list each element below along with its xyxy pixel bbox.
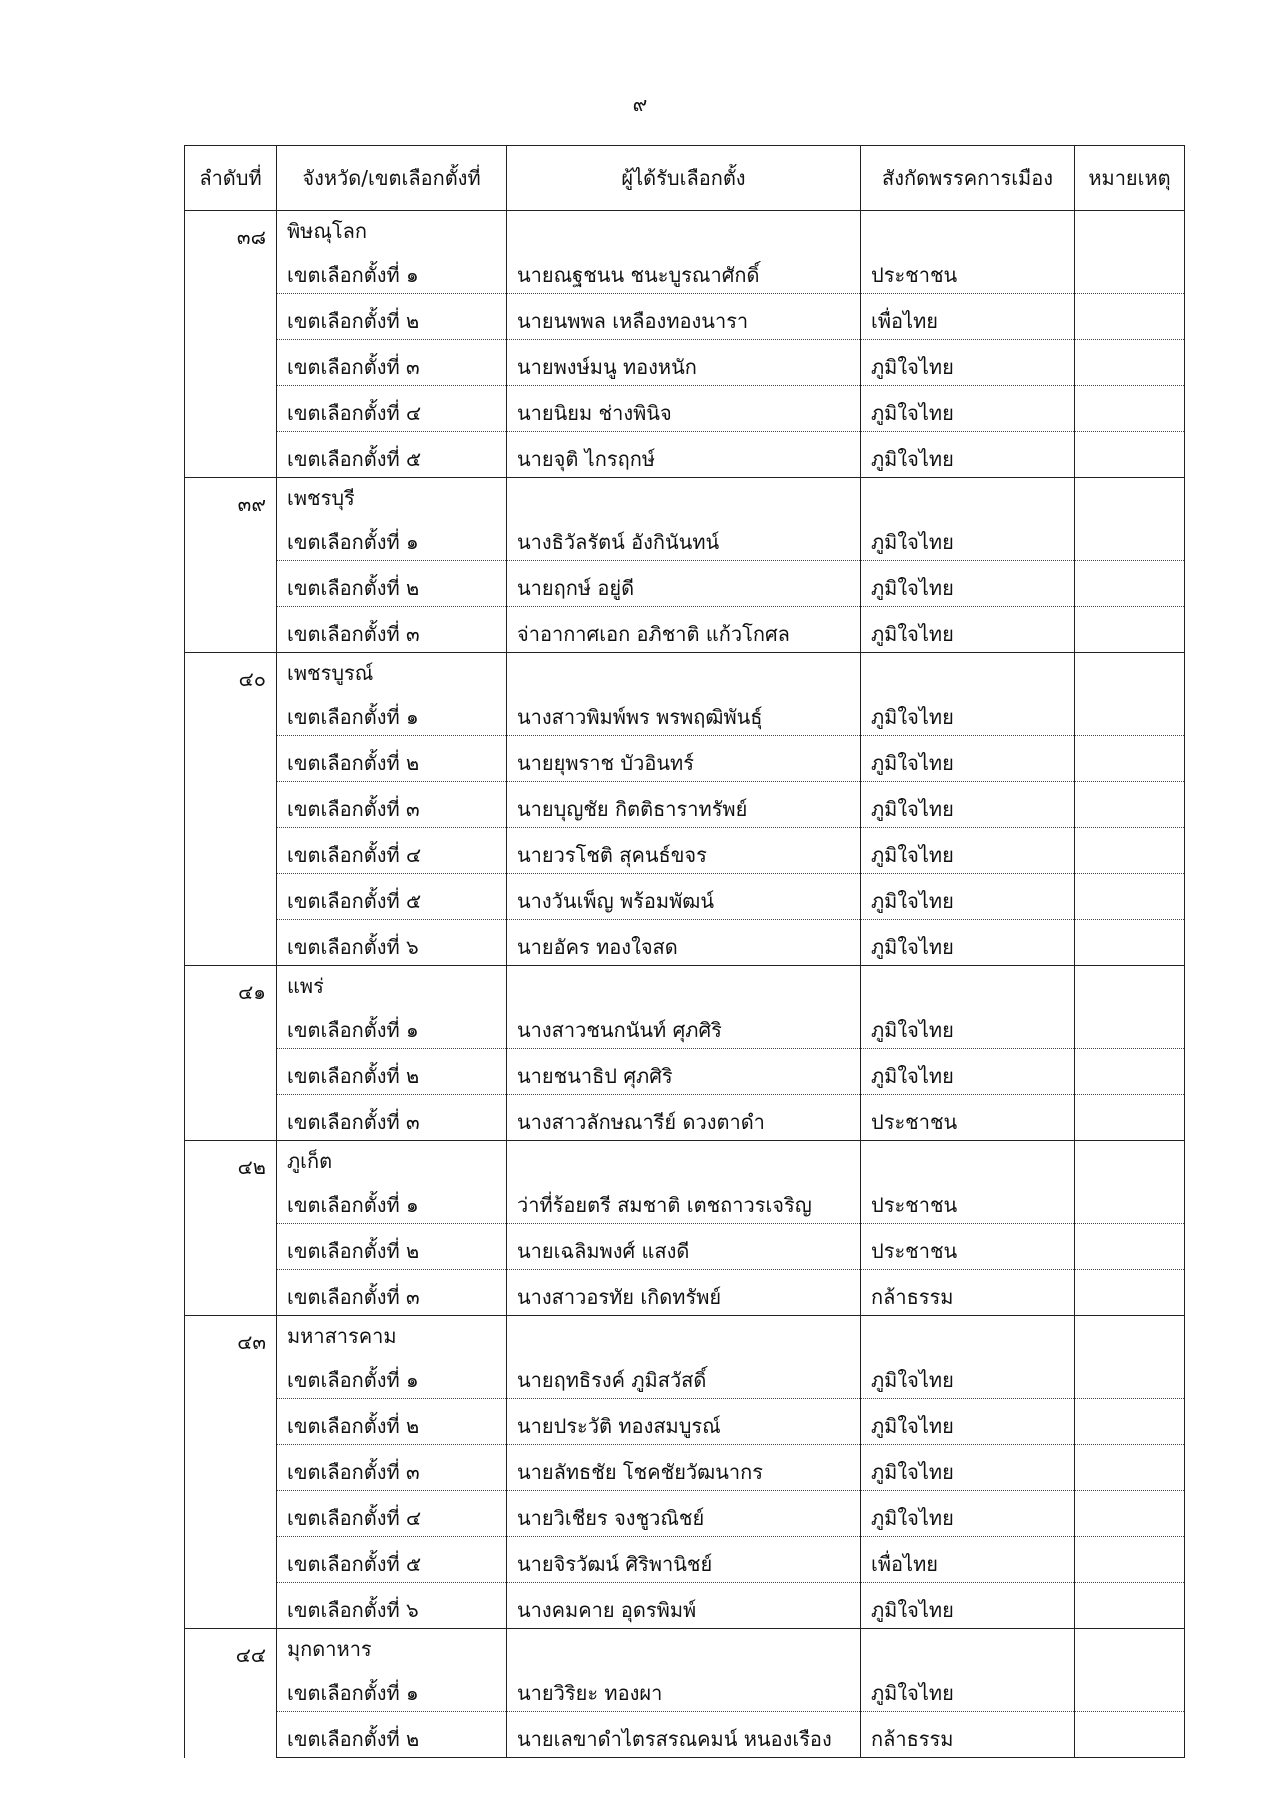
province-number <box>185 1141 277 1316</box>
province-name-blank <box>507 211 861 249</box>
province-name: แพร่ <box>277 966 507 1004</box>
province-row <box>185 211 1185 249</box>
table-row <box>185 248 1185 294</box>
note-cell <box>1075 248 1185 294</box>
province-number-text: ๔๒ <box>237 1155 266 1179</box>
table-row <box>185 432 1185 478</box>
party-cell: ภูมิใจไทย <box>861 920 1075 966</box>
province-note-blank <box>1075 966 1185 1004</box>
province-note-blank <box>1075 211 1185 249</box>
header-no: ลำดับที่ <box>185 146 277 211</box>
province-party-blank <box>861 478 1075 516</box>
winner-name-cell: ว่าที่ร้อยตรี สมชาติ เตชถาวรเจริญ <box>507 1178 861 1224</box>
province-note-blank <box>1075 1141 1185 1179</box>
province-note-blank <box>1075 478 1185 516</box>
winner-name-cell: นายวิเชียร จงชูวณิชย์ <box>507 1491 861 1537</box>
table-row <box>185 1666 1185 1712</box>
winner-name-cell: นายจิรวัฒน์ ศิริพานิชย์ <box>507 1537 861 1583</box>
province-name: มหาสารคาม <box>277 1316 507 1354</box>
note-cell <box>1075 1178 1185 1224</box>
winner-name-cell: จ่าอากาศเอก อภิชาติ แก้วโกศล <box>507 607 861 653</box>
note-cell <box>1075 1095 1185 1141</box>
party-cell: ภูมิใจไทย <box>861 1049 1075 1095</box>
district-cell: เขตเลือกตั้งที่ ๒ <box>277 561 507 607</box>
province-name-blank <box>507 1629 861 1667</box>
note-cell <box>1075 874 1185 920</box>
province-number <box>185 966 277 1141</box>
note-cell <box>1075 828 1185 874</box>
note-cell <box>1075 1537 1185 1583</box>
district-cell: เขตเลือกตั้งที่ ๖ <box>277 1583 507 1629</box>
table-row <box>185 920 1185 966</box>
table-row <box>185 607 1185 653</box>
party-cell: ภูมิใจไทย <box>861 874 1075 920</box>
note-cell <box>1075 920 1185 966</box>
province-number-text: ๓๘ <box>236 225 266 249</box>
district-cell: เขตเลือกตั้งที่ ๒ <box>277 1399 507 1445</box>
note-cell <box>1075 1353 1185 1399</box>
note-cell <box>1075 1270 1185 1316</box>
winner-name-cell: นายณฐชนน ชนะบูรณาศักดิ์ <box>507 248 861 294</box>
table-row <box>185 1445 1185 1491</box>
party-cell: เพื่อไทย <box>861 1537 1075 1583</box>
note-cell <box>1075 1224 1185 1270</box>
winner-name-cell: นายวรโชติ สุคนธ์ขจร <box>507 828 861 874</box>
party-cell: ภูมิใจไทย <box>861 340 1075 386</box>
province-name: พิษณุโลก <box>277 211 507 249</box>
party-cell: กล้าธรรม <box>861 1712 1075 1758</box>
party-cell: เพื่อไทย <box>861 294 1075 340</box>
note-cell <box>1075 1003 1185 1049</box>
table-row <box>185 1353 1185 1399</box>
district-cell: เขตเลือกตั้งที่ ๔ <box>277 828 507 874</box>
note-cell <box>1075 1491 1185 1537</box>
table-row <box>185 1049 1185 1095</box>
district-cell: เขตเลือกตั้งที่ ๑ <box>277 248 507 294</box>
winner-name-cell: นายฤทธิรงค์ ภูมิสวัสดิ์ <box>507 1353 861 1399</box>
party-cell: ภูมิใจไทย <box>861 1003 1075 1049</box>
province-note-blank <box>1075 1629 1185 1667</box>
header-note: หมายเหตุ <box>1075 146 1185 211</box>
province-name-blank <box>507 653 861 691</box>
party-cell: ภูมิใจไทย <box>861 386 1075 432</box>
district-cell: เขตเลือกตั้งที่ ๖ <box>277 920 507 966</box>
district-cell: เขตเลือกตั้งที่ ๓ <box>277 1445 507 1491</box>
winner-name-cell: นายชนาธิป ศุภศิริ <box>507 1049 861 1095</box>
province-name: เพชรบูรณ์ <box>277 653 507 691</box>
winner-name-cell: นางสาวชนกนันท์ ศุภศิริ <box>507 1003 861 1049</box>
winner-name-cell: นายเลขาดำไตรสรณคมน์ หนองเรือง <box>507 1712 861 1758</box>
note-cell <box>1075 561 1185 607</box>
winner-name-cell: นายจุติ ไกรฤกษ์ <box>507 432 861 478</box>
district-cell: เขตเลือกตั้งที่ ๓ <box>277 1095 507 1141</box>
district-cell: เขตเลือกตั้งที่ ๑ <box>277 1353 507 1399</box>
party-cell: ภูมิใจไทย <box>861 1399 1075 1445</box>
header-party: สังกัดพรรคการเมือง <box>861 146 1075 211</box>
party-cell: ภูมิใจไทย <box>861 1445 1075 1491</box>
province-number <box>185 1629 277 1758</box>
winner-name-cell: นายอัคร ทองใจสด <box>507 920 861 966</box>
winner-name-cell: นายลัทธชัย โชคชัยวัฒนากร <box>507 1445 861 1491</box>
table-row <box>185 1399 1185 1445</box>
province-name: เพชรบุรี <box>277 478 507 516</box>
district-cell: เขตเลือกตั้งที่ ๒ <box>277 294 507 340</box>
district-cell: เขตเลือกตั้งที่ ๓ <box>277 607 507 653</box>
note-cell <box>1075 1049 1185 1095</box>
party-cell: ประชาชน <box>861 1224 1075 1270</box>
note-cell <box>1075 782 1185 828</box>
province-name-blank <box>507 1316 861 1354</box>
party-cell: ภูมิใจไทย <box>861 1666 1075 1712</box>
winner-name-cell: นางสาวอรทัย เกิดทรัพย์ <box>507 1270 861 1316</box>
district-cell: เขตเลือกตั้งที่ ๕ <box>277 874 507 920</box>
party-cell: ภูมิใจไทย <box>861 561 1075 607</box>
district-cell: เขตเลือกตั้งที่ ๓ <box>277 340 507 386</box>
table-row <box>185 1270 1185 1316</box>
table-row <box>185 386 1185 432</box>
winner-name-cell: นายยุพราช บัวอินทร์ <box>507 736 861 782</box>
province-row <box>185 1629 1185 1667</box>
province-number-text: ๔๑ <box>238 980 266 1004</box>
party-cell: กล้าธรรม <box>861 1270 1075 1316</box>
winner-name-cell: นายประวัติ ทองสมบูรณ์ <box>507 1399 861 1445</box>
winner-name-cell: นายบุญชัย กิตติธาราทรัพย์ <box>507 782 861 828</box>
province-party-blank <box>861 1141 1075 1179</box>
province-number-text: ๔๐ <box>238 667 266 691</box>
table-header <box>185 146 1185 211</box>
winner-name-cell: นางธิวัลรัตน์ อังกินันทน์ <box>507 515 861 561</box>
note-cell <box>1075 1583 1185 1629</box>
province-name-blank <box>507 966 861 1004</box>
district-cell: เขตเลือกตั้งที่ ๕ <box>277 432 507 478</box>
table-row <box>185 1712 1185 1758</box>
table-row <box>185 1003 1185 1049</box>
province-number-text: ๔๓ <box>237 1330 266 1354</box>
party-cell: ภูมิใจไทย <box>861 1353 1075 1399</box>
district-cell: เขตเลือกตั้งที่ ๔ <box>277 1491 507 1537</box>
party-cell: ภูมิใจไทย <box>861 828 1075 874</box>
province-party-blank <box>861 653 1075 691</box>
table-row <box>185 1178 1185 1224</box>
winner-name-cell: นายเฉลิมพงศ์ แสงดี <box>507 1224 861 1270</box>
note-cell <box>1075 515 1185 561</box>
province-note-blank <box>1075 1316 1185 1354</box>
table-row <box>185 1491 1185 1537</box>
winner-name-cell: นายฤกษ์ อยู่ดี <box>507 561 861 607</box>
province-party-blank <box>861 1316 1075 1354</box>
winner-name-cell: นางสาวพิมพ์พร พรพฤฒิพันธุ์ <box>507 690 861 736</box>
party-cell: ภูมิใจไทย <box>861 782 1075 828</box>
province-row <box>185 478 1185 516</box>
note-cell <box>1075 294 1185 340</box>
table-row <box>185 1583 1185 1629</box>
note-cell <box>1075 1445 1185 1491</box>
district-cell: เขตเลือกตั้งที่ ๕ <box>277 1537 507 1583</box>
province-name: มุกดาหาร <box>277 1629 507 1667</box>
district-cell: เขตเลือกตั้งที่ ๓ <box>277 1270 507 1316</box>
winner-name-cell: นายนิยม ช่างพินิจ <box>507 386 861 432</box>
province-party-blank <box>861 966 1075 1004</box>
header-row <box>185 146 1185 211</box>
district-cell: เขตเลือกตั้งที่ ๑ <box>277 690 507 736</box>
province-party-blank <box>861 1629 1075 1667</box>
note-cell <box>1075 432 1185 478</box>
table-row <box>185 782 1185 828</box>
winner-name-cell: นายนพพล เหลืองทองนารา <box>507 294 861 340</box>
table-row <box>185 1537 1185 1583</box>
party-cell: ภูมิใจไทย <box>861 515 1075 561</box>
province-number <box>185 1316 277 1629</box>
province-group <box>185 478 1185 653</box>
district-cell: เขตเลือกตั้งที่ ๒ <box>277 1224 507 1270</box>
province-group <box>185 1316 1185 1629</box>
party-cell: ภูมิใจไทย <box>861 1491 1075 1537</box>
note-cell <box>1075 607 1185 653</box>
note-cell <box>1075 1666 1185 1712</box>
district-cell: เขตเลือกตั้งที่ ๒ <box>277 1049 507 1095</box>
note-cell <box>1075 340 1185 386</box>
province-group <box>185 653 1185 966</box>
party-cell: ประชาชน <box>861 1178 1075 1224</box>
party-cell: ภูมิใจไทย <box>861 432 1075 478</box>
party-cell: ภูมิใจไทย <box>861 1583 1075 1629</box>
district-cell: เขตเลือกตั้งที่ ๓ <box>277 782 507 828</box>
province-name-blank <box>507 478 861 516</box>
party-cell: ภูมิใจไทย <box>861 736 1075 782</box>
winner-name-cell: นางคมคาย อุดรพิมพ์ <box>507 1583 861 1629</box>
province-number-text: ๔๔ <box>235 1643 266 1667</box>
province-name-blank <box>507 1141 861 1179</box>
party-cell: ภูมิใจไทย <box>861 607 1075 653</box>
province-party-blank <box>861 211 1075 249</box>
header-district: จังหวัด/เขตเลือกตั้งที่ <box>277 146 507 211</box>
province-row <box>185 1316 1185 1354</box>
note-cell <box>1075 1712 1185 1758</box>
province-number-text: ๓๙ <box>237 492 266 516</box>
table-row <box>185 515 1185 561</box>
note-cell <box>1075 736 1185 782</box>
province-row <box>185 653 1185 691</box>
province-group <box>185 966 1185 1141</box>
table-row <box>185 561 1185 607</box>
election-results-table <box>184 145 1185 1758</box>
note-cell <box>1075 386 1185 432</box>
district-cell: เขตเลือกตั้งที่ ๒ <box>277 736 507 782</box>
table-row <box>185 874 1185 920</box>
province-note-blank <box>1075 653 1185 691</box>
province-group <box>185 211 1185 478</box>
district-cell: เขตเลือกตั้งที่ ๑ <box>277 1666 507 1712</box>
province-group <box>185 1629 1185 1758</box>
province-row <box>185 1141 1185 1179</box>
district-cell: เขตเลือกตั้งที่ ๑ <box>277 1178 507 1224</box>
table-row <box>185 690 1185 736</box>
district-cell: เขตเลือกตั้งที่ ๑ <box>277 1003 507 1049</box>
table-row <box>185 340 1185 386</box>
province-group <box>185 1141 1185 1316</box>
district-cell: เขตเลือกตั้งที่ ๑ <box>277 515 507 561</box>
province-number <box>185 653 277 966</box>
district-cell: เขตเลือกตั้งที่ ๔ <box>277 386 507 432</box>
province-row <box>185 966 1185 1004</box>
province-name: ภูเก็ต <box>277 1141 507 1179</box>
party-cell: ภูมิใจไทย <box>861 690 1075 736</box>
winner-name-cell: นางวันเพ็ญ พร้อมพัฒน์ <box>507 874 861 920</box>
province-number <box>185 478 277 653</box>
header-name: ผู้ได้รับเลือกตั้ง <box>507 146 861 211</box>
note-cell <box>1075 1399 1185 1445</box>
winner-name-cell: นายพงษ์มนู ทองหนัก <box>507 340 861 386</box>
winner-name-cell: นางสาวลักษณารีย์ ดวงตาดำ <box>507 1095 861 1141</box>
table-row <box>185 828 1185 874</box>
table-row <box>185 736 1185 782</box>
winner-name-cell: นายวิริยะ ทองผา <box>507 1666 861 1712</box>
table-row <box>185 1095 1185 1141</box>
party-cell: ประชาชน <box>861 1095 1075 1141</box>
page-number: ๙ <box>632 92 648 116</box>
table-row <box>185 294 1185 340</box>
note-cell <box>1075 690 1185 736</box>
table-row <box>185 1224 1185 1270</box>
party-cell: ประชาชน <box>861 248 1075 294</box>
province-number <box>185 211 277 478</box>
district-cell: เขตเลือกตั้งที่ ๒ <box>277 1712 507 1758</box>
